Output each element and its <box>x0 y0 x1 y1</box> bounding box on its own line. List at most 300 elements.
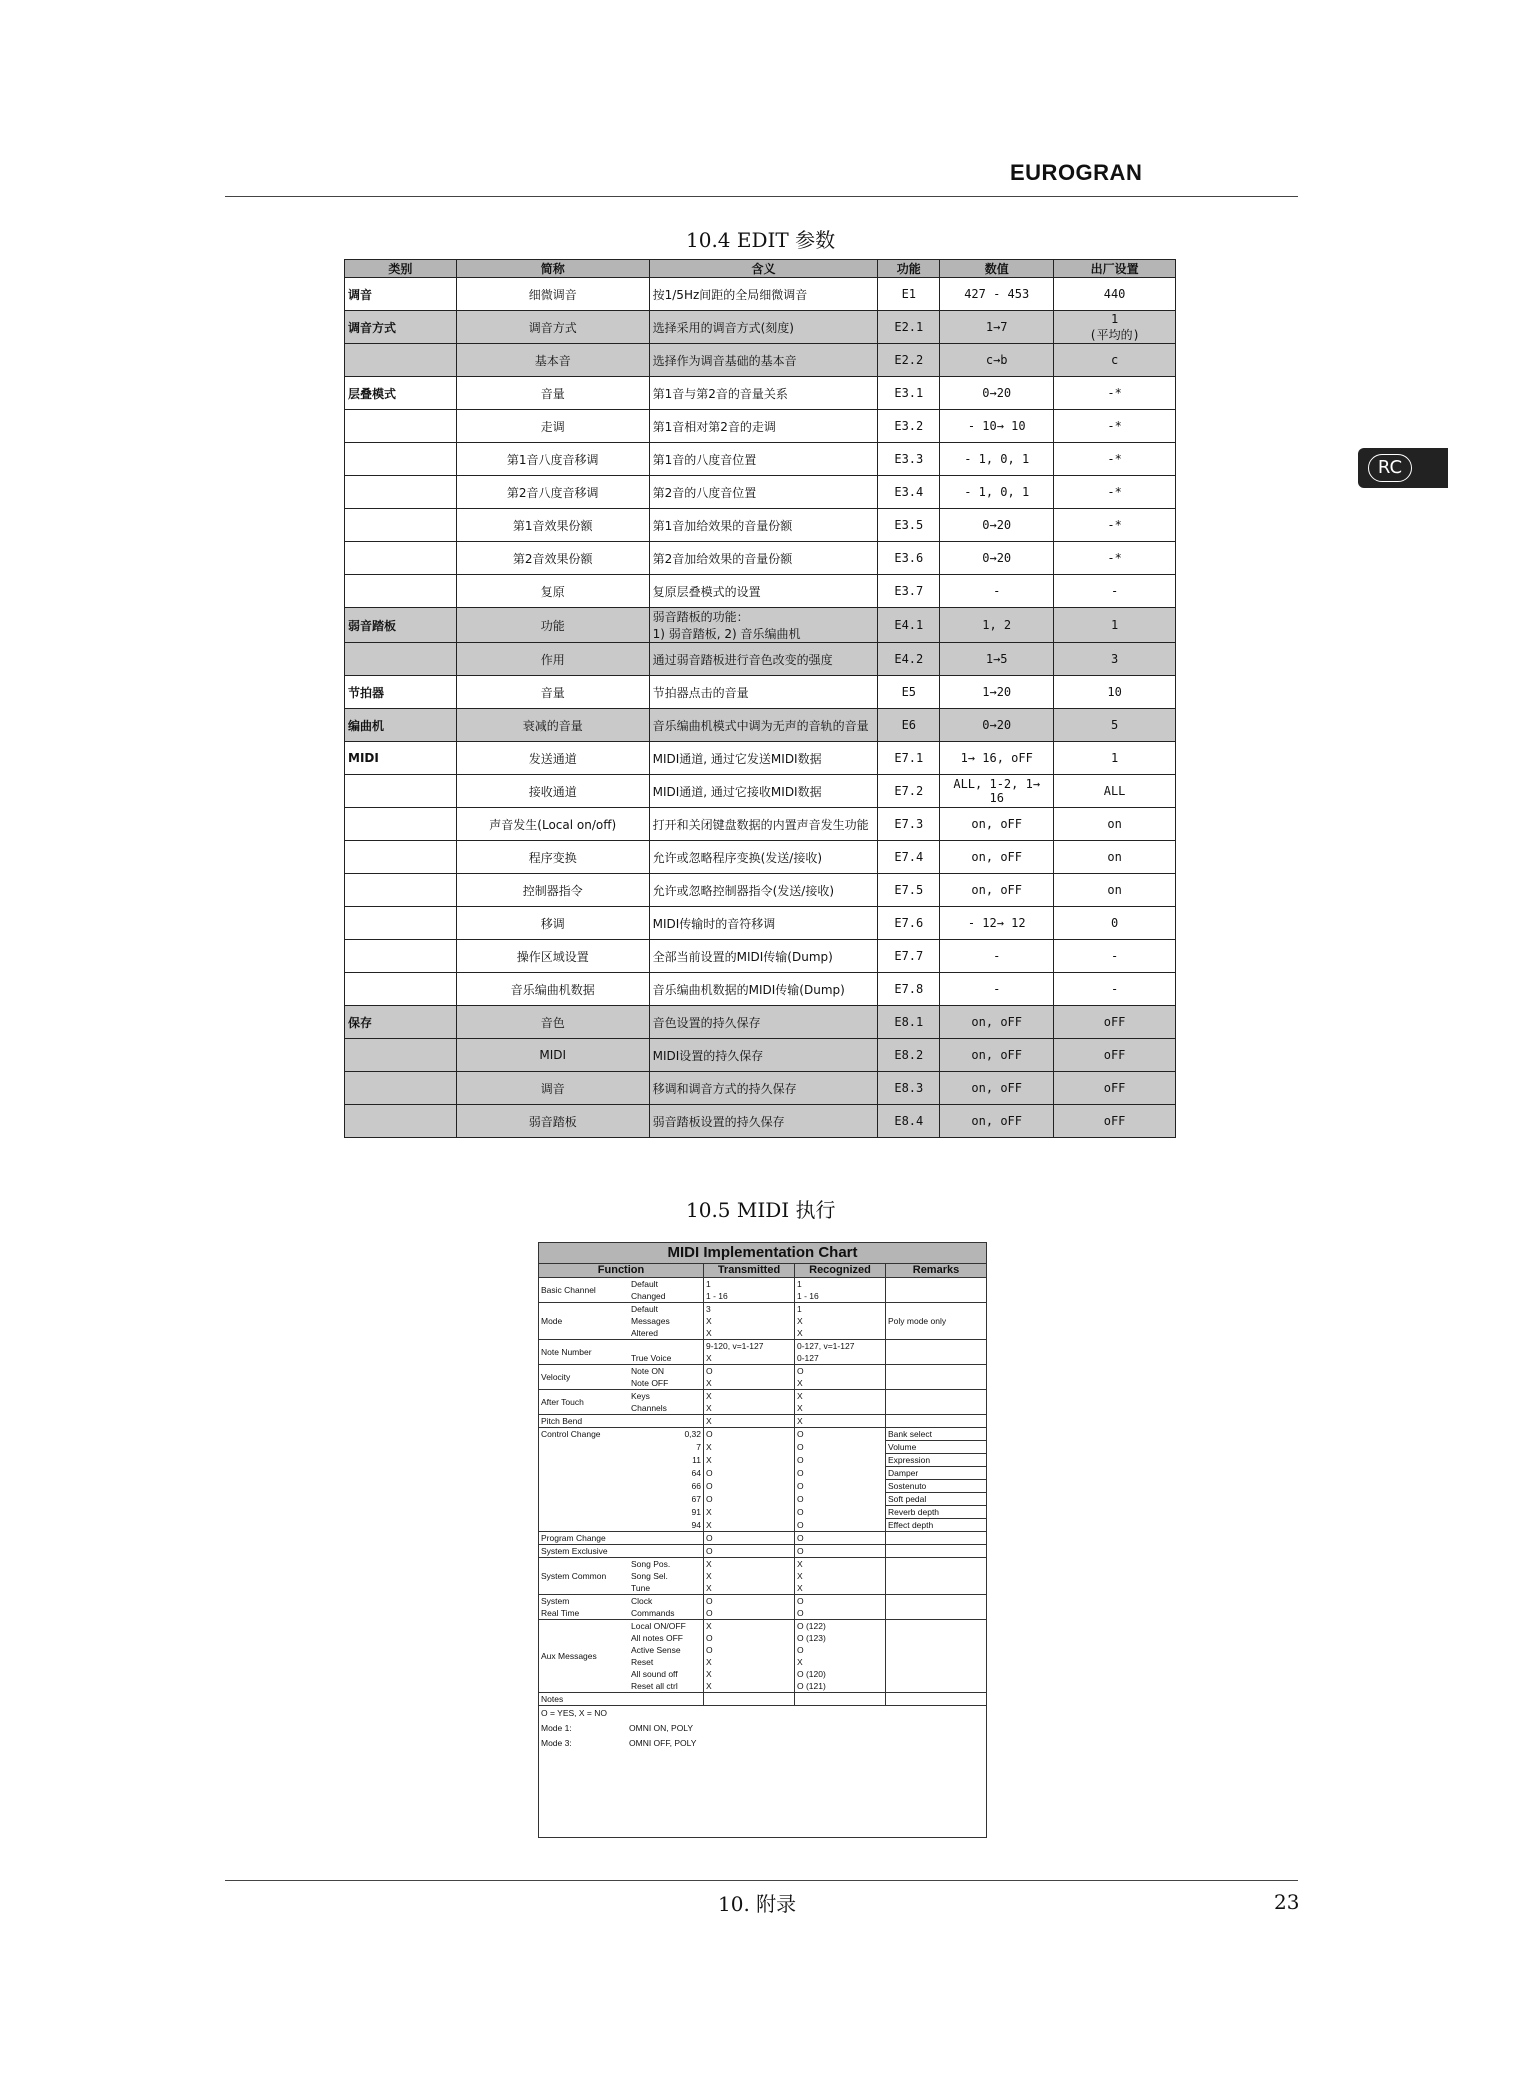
midi-recognized-cell: 1 <box>795 1278 886 1291</box>
midi-function-cell: Control Change <box>539 1428 629 1532</box>
midi-function-cell: Pitch Bend <box>539 1415 629 1428</box>
midi-transmitted-cell: X <box>704 1582 795 1595</box>
meaning-cell: 移调和调音方式的持久保存 <box>649 1072 878 1105</box>
table-row <box>345 476 1176 509</box>
midi-recognized-cell: O <box>795 1595 886 1608</box>
midi-remarks-cell <box>886 1656 987 1668</box>
function-cell: E3.4 <box>878 476 940 509</box>
function-cell: E1 <box>878 278 940 311</box>
value-cell: - 10→ 10 <box>940 410 1054 443</box>
midi-chart-title: MIDI Implementation Chart <box>539 1243 986 1264</box>
table-row <box>345 1006 1176 1039</box>
midi-recognized-cell: O <box>795 1506 886 1519</box>
header-value: 数值 <box>940 260 1054 278</box>
table-row <box>345 907 1176 940</box>
table-row <box>345 676 1176 709</box>
function-cell: E6 <box>878 709 940 742</box>
function-cell: E2.1 <box>878 311 940 344</box>
midi-function-cell: Mode <box>539 1303 629 1340</box>
midi-sub-cell: Commands <box>631 1608 675 1618</box>
table-row <box>345 874 1176 907</box>
meaning-cell: 复原层叠模式的设置 <box>649 575 878 608</box>
value-cell: 0→20 <box>940 377 1054 410</box>
value-cell: - <box>940 973 1054 1006</box>
midi-remarks-cell: Effect depth <box>886 1519 987 1532</box>
table-row <box>345 1105 1176 1138</box>
midi-function-cell: Basic Channel <box>539 1278 629 1303</box>
header-meaning: 含义 <box>649 260 878 278</box>
table-row <box>345 311 1176 344</box>
category-cell <box>345 808 457 841</box>
midi-function-cell: Note Number <box>539 1340 629 1365</box>
category-cell: 编曲机 <box>345 709 457 742</box>
midi-transmitted-cell <box>704 1693 795 1706</box>
meaning-cell: 第1音加给效果的音量份额 <box>649 509 878 542</box>
value-cell: - 1, 0, 1 <box>940 443 1054 476</box>
table-row <box>345 278 1176 311</box>
category-cell <box>345 1039 457 1072</box>
category-cell: MIDI <box>345 742 457 775</box>
category-cell: 弱音踏板 <box>345 608 457 643</box>
default-cell: - <box>1054 575 1176 608</box>
default-cell: - <box>1054 973 1176 1006</box>
midi-transmitted-cell: X <box>704 1377 795 1390</box>
category-cell <box>345 1105 457 1138</box>
table-row <box>345 973 1176 1006</box>
legend-line <box>539 1706 986 1721</box>
midi-sub-cell: Tune <box>631 1583 651 1593</box>
table-row <box>345 940 1176 973</box>
midi-transmitted-cell: O <box>704 1595 795 1608</box>
midi-remarks-cell <box>886 1545 987 1558</box>
meaning-cell: 第2音的八度音位置 <box>649 476 878 509</box>
midi-sub-cell: 0,32 <box>629 1428 704 1441</box>
midi-remarks-cell <box>886 1595 987 1608</box>
midi-remarks-cell <box>886 1532 987 1545</box>
default-cell: -* <box>1054 443 1176 476</box>
table-row <box>345 1072 1176 1105</box>
abbr-cell: 走调 <box>456 410 649 443</box>
category-cell <box>345 476 457 509</box>
midi-recognized-cell: 0-127 <box>795 1352 886 1365</box>
function-cell: E7.7 <box>878 940 940 973</box>
brand-logo: EUROGRAN <box>1010 160 1143 185</box>
midi-transmitted-cell: X <box>704 1415 795 1428</box>
table-row <box>345 775 1176 808</box>
midi-transmitted-cell: X <box>704 1327 795 1340</box>
midi-transmitted-cell: O <box>704 1428 795 1441</box>
midi-recognized-cell: O <box>795 1644 886 1656</box>
midi-row <box>539 1693 986 1706</box>
abbr-cell: 第1音效果份额 <box>456 509 649 542</box>
midi-recognized-cell: 0-127, v=1-127 <box>795 1340 886 1353</box>
function-cell: E8.1 <box>878 1006 940 1039</box>
midi-recognized-cell: O <box>795 1365 886 1378</box>
abbr-cell: 控制器指令 <box>456 874 649 907</box>
function-cell: E3.3 <box>878 443 940 476</box>
meaning-cell: 音乐编曲机数据的MIDI传输(Dump) <box>649 973 878 1006</box>
abbr-cell: 音量 <box>456 377 649 410</box>
default-cell: oFF <box>1054 1072 1176 1105</box>
midi-sub-cell: True Voice <box>631 1353 672 1363</box>
legend-key: O = YES, X = NO <box>541 1708 607 1718</box>
edit-section-title: 10.4 EDIT 参数 <box>686 228 836 252</box>
midi-recognized-cell: X <box>795 1402 886 1415</box>
function-cell: E2.2 <box>878 344 940 377</box>
meaning-cell: 选择作为调音基础的基本音 <box>649 344 878 377</box>
midi-transmitted-cell: X <box>704 1558 795 1571</box>
value-cell: on, oFF <box>940 808 1054 841</box>
midi-sub-cell: Active Sense <box>631 1645 681 1655</box>
midi-row <box>539 1595 986 1608</box>
midi-recognized-cell: X <box>795 1415 886 1428</box>
default-cell: ALL <box>1054 775 1176 808</box>
abbr-cell: 调音方式 <box>456 311 649 344</box>
rc-label: RC <box>1368 454 1412 482</box>
default-cell: oFF <box>1054 1006 1176 1039</box>
midi-sub-cell: Messages <box>631 1316 670 1326</box>
abbr-cell: MIDI <box>456 1039 649 1072</box>
midi-function-cell: Program Change <box>539 1532 629 1545</box>
function-cell: E8.4 <box>878 1105 940 1138</box>
midi-section-title: 10.5 MIDI 执行 <box>686 1198 836 1222</box>
midi-sub-cell: 67 <box>691 1493 701 1504</box>
meaning-cell: 全部当前设置的MIDI传输(Dump) <box>649 940 878 973</box>
abbr-cell: 弱音踏板 <box>456 1105 649 1138</box>
midi-sub-cell: Reset <box>631 1657 654 1667</box>
midi-row <box>539 1303 986 1316</box>
midi-transmitted-cell: O <box>704 1365 795 1378</box>
abbr-cell: 音乐编曲机数据 <box>456 973 649 1006</box>
function-cell: E4.2 <box>878 643 940 676</box>
default-cell: 0 <box>1054 907 1176 940</box>
table-row <box>345 808 1176 841</box>
midi-sub-cell <box>629 1340 704 1353</box>
legend-value: OMNI ON, POLY <box>629 1723 694 1733</box>
default-cell: 1 <box>1054 742 1176 775</box>
midi-remarks-cell <box>886 1303 987 1316</box>
midi-recognized-cell: X <box>795 1377 886 1390</box>
midi-sub-cell: Keys <box>629 1390 704 1403</box>
midi-sub-cell: 11 <box>692 1454 701 1465</box>
midi-remarks-cell <box>886 1290 987 1303</box>
abbr-cell: 功能 <box>456 608 649 643</box>
default-cell: -* <box>1054 410 1176 443</box>
category-cell <box>345 344 457 377</box>
midi-sub-cell: Channels <box>631 1403 667 1413</box>
abbr-cell: 复原 <box>456 575 649 608</box>
midi-transmitted-cell: X <box>704 1352 795 1365</box>
value-cell: - <box>940 575 1054 608</box>
table-row <box>345 742 1176 775</box>
midi-transmitted-cell: X <box>704 1315 795 1327</box>
function-cell: E3.2 <box>878 410 940 443</box>
midi-transmitted-cell: X <box>704 1441 795 1454</box>
abbr-cell: 音量 <box>456 676 649 709</box>
value-cell: on, oFF <box>940 1039 1054 1072</box>
value-cell: 427 - 453 <box>940 278 1054 311</box>
header-remarks: Remarks <box>886 1264 987 1278</box>
midi-sub-cell: 66 <box>691 1480 701 1491</box>
midi-sub-cell <box>629 1693 704 1706</box>
function-cell: E7.5 <box>878 874 940 907</box>
edit-table-header <box>345 260 1176 278</box>
abbr-cell: 第2音八度音移调 <box>456 476 649 509</box>
rc-language-tab <box>1358 448 1448 488</box>
midi-sub-cell: All sound off <box>631 1669 678 1679</box>
midi-recognized-cell: X <box>795 1570 886 1582</box>
meaning-cell: 音乐编曲机模式中调为无声的音轨的音量 <box>649 709 878 742</box>
midi-recognized-cell: X <box>795 1390 886 1403</box>
abbr-cell: 发送通道 <box>456 742 649 775</box>
function-cell: E7.1 <box>878 742 940 775</box>
midi-recognized-cell: X <box>795 1656 886 1668</box>
meaning-cell: 弱音踏板设置的持久保存 <box>649 1105 878 1138</box>
midi-sub-cell: Reset all ctrl <box>631 1681 678 1691</box>
header-rule <box>225 196 1298 197</box>
midi-remarks-cell: Expression <box>886 1454 987 1467</box>
abbr-cell: 调音 <box>456 1072 649 1105</box>
midi-implementation-chart <box>538 1242 987 1838</box>
midi-recognized-cell: X <box>795 1327 886 1340</box>
midi-recognized-cell: O <box>795 1428 886 1441</box>
midi-recognized-cell: O <box>795 1441 886 1454</box>
meaning-cell: 音色设置的持久保存 <box>649 1006 878 1039</box>
midi-remarks-cell <box>886 1415 987 1428</box>
meaning-cell: 第1音的八度音位置 <box>649 443 878 476</box>
midi-sub-cell: Song Sel. <box>631 1571 668 1581</box>
midi-sub-cell: All notes OFF <box>631 1633 683 1643</box>
midi-function-cell: System Exclusive <box>539 1545 629 1558</box>
midi-transmitted-cell: O <box>704 1493 795 1506</box>
meaning-cell: MIDI传输时的音符移调 <box>649 907 878 940</box>
meaning-cell: 第1音与第2音的音量关系 <box>649 377 878 410</box>
default-cell: on <box>1054 808 1176 841</box>
midi-recognized-cell: X <box>795 1582 886 1595</box>
midi-sub-cell: Altered <box>631 1328 658 1338</box>
header-transmitted: Transmitted <box>704 1264 795 1278</box>
default-cell: 5 <box>1054 709 1176 742</box>
table-row <box>345 377 1176 410</box>
category-cell <box>345 1072 457 1105</box>
default-cell: - <box>1054 940 1176 973</box>
midi-recognized-cell: O <box>795 1519 886 1532</box>
value-cell: 1→20 <box>940 676 1054 709</box>
midi-sub-cell <box>629 1545 704 1558</box>
value-cell: - 12→ 12 <box>940 907 1054 940</box>
value-cell: 1→5 <box>940 643 1054 676</box>
midi-transmitted-cell: X <box>704 1668 795 1680</box>
midi-row <box>539 1340 986 1353</box>
meaning-cell: 第1音相对第2音的走调 <box>649 410 878 443</box>
midi-sub-cell <box>629 1532 704 1545</box>
midi-transmitted-cell: X <box>704 1402 795 1415</box>
midi-row <box>539 1620 986 1633</box>
midi-remarks-cell: Poly mode only <box>886 1315 987 1327</box>
midi-transmitted-cell: O <box>704 1607 795 1620</box>
function-cell: E3.7 <box>878 575 940 608</box>
meaning-cell: 弱音踏板的功能： 1) 弱音踏板, 2) 音乐编曲机 <box>649 608 878 643</box>
midi-recognized-cell: O <box>795 1480 886 1493</box>
midi-row <box>539 1365 986 1378</box>
midi-recognized-cell <box>795 1693 886 1706</box>
function-cell: E7.3 <box>878 808 940 841</box>
meaning-cell: MIDI设置的持久保存 <box>649 1039 878 1072</box>
table-row <box>345 443 1176 476</box>
midi-remarks-cell <box>886 1570 987 1582</box>
default-cell: c <box>1054 344 1176 377</box>
midi-sub-cell <box>629 1415 704 1428</box>
category-cell: 调音方式 <box>345 311 457 344</box>
value-cell: on, oFF <box>940 841 1054 874</box>
midi-transmitted-cell: X <box>704 1620 795 1633</box>
category-cell <box>345 907 457 940</box>
midi-function-cell: After Touch <box>539 1390 629 1415</box>
function-cell: E7.4 <box>878 841 940 874</box>
default-cell: -* <box>1054 542 1176 575</box>
function-cell: E8.3 <box>878 1072 940 1105</box>
category-cell <box>345 575 457 608</box>
table-row <box>345 509 1176 542</box>
midi-remarks-cell <box>886 1607 987 1620</box>
default-cell: 440 <box>1054 278 1176 311</box>
midi-sub-cell: 7 <box>696 1441 701 1452</box>
category-cell <box>345 643 457 676</box>
midi-sub-cell: Clock <box>629 1595 704 1608</box>
category-cell <box>345 775 457 808</box>
header-function: Function <box>539 1264 704 1278</box>
midi-recognized-cell: O (120) <box>795 1668 886 1680</box>
midi-sub-cell: Note ON <box>629 1365 704 1378</box>
category-cell: 层叠模式 <box>345 377 457 410</box>
midi-transmitted-cell: X <box>704 1454 795 1467</box>
default-cell: on <box>1054 874 1176 907</box>
legend-line <box>539 1736 986 1751</box>
midi-remarks-cell <box>886 1582 987 1595</box>
default-cell: -* <box>1054 377 1176 410</box>
midi-transmitted-cell: X <box>704 1519 795 1532</box>
value-cell: 0→20 <box>940 542 1054 575</box>
abbr-cell: 音色 <box>456 1006 649 1039</box>
midi-transmitted-cell: O <box>704 1644 795 1656</box>
abbr-cell: 基本音 <box>456 344 649 377</box>
midi-recognized-cell: O (123) <box>795 1632 886 1644</box>
meaning-cell: MIDI通道, 通过它接收MIDI数据 <box>649 775 878 808</box>
legend-line <box>539 1721 986 1736</box>
footer-title: 10. 附录 <box>718 1892 797 1916</box>
midi-remarks-cell: Volume <box>886 1441 987 1454</box>
category-cell: 节拍器 <box>345 676 457 709</box>
value-cell: ALL, 1-2, 1→ 16 <box>940 775 1054 808</box>
meaning-cell: 打开和关闭键盘数据的内置声音发生功能 <box>649 808 878 841</box>
midi-transmitted-cell: O <box>704 1532 795 1545</box>
midi-remarks-cell: Reverb depth <box>886 1506 987 1519</box>
table-row <box>345 344 1176 377</box>
midi-sub-cell: 94 <box>691 1519 701 1530</box>
midi-remarks-cell <box>886 1327 987 1340</box>
abbr-cell: 声音发生(Local on/off) <box>456 808 649 841</box>
midi-transmitted-cell: O <box>704 1632 795 1644</box>
midi-row <box>539 1428 986 1441</box>
legend-key: Mode 3: <box>541 1738 572 1748</box>
midi-remarks-cell <box>886 1340 987 1353</box>
category-cell: 保存 <box>345 1006 457 1039</box>
midi-sub-cell: Default <box>629 1278 704 1291</box>
table-row <box>345 410 1176 443</box>
category-cell <box>345 443 457 476</box>
default-cell: -* <box>1054 476 1176 509</box>
header-recognized: Recognized <box>795 1264 886 1278</box>
midi-recognized-cell: O (122) <box>795 1620 886 1633</box>
abbr-cell: 第1音八度音移调 <box>456 443 649 476</box>
default-cell: 1 (平均的) <box>1054 311 1176 344</box>
midi-remarks-cell <box>886 1680 987 1693</box>
category-cell <box>345 841 457 874</box>
midi-recognized-cell: O <box>795 1545 886 1558</box>
header-category: 类别 <box>345 260 457 278</box>
midi-transmitted-cell: O <box>704 1467 795 1480</box>
table-row <box>345 542 1176 575</box>
midi-recognized-cell: 1 <box>795 1303 886 1316</box>
midi-remarks-cell <box>886 1278 987 1291</box>
midi-remarks-cell: Bank select <box>886 1428 987 1441</box>
abbr-cell: 细微调音 <box>456 278 649 311</box>
default-cell: oFF <box>1054 1105 1176 1138</box>
midi-legend <box>539 1705 986 1751</box>
function-cell: E7.8 <box>878 973 940 1006</box>
legend-value: OMNI OFF, POLY <box>629 1738 697 1748</box>
value-cell: 0→20 <box>940 709 1054 742</box>
meaning-cell: 允许或忽略控制器指令(发送/接收) <box>649 874 878 907</box>
midi-recognized-cell: O <box>795 1493 886 1506</box>
header-function: 功能 <box>878 260 940 278</box>
midi-recognized-cell: O <box>795 1532 886 1545</box>
abbr-cell: 程序变换 <box>456 841 649 874</box>
category-cell: 调音 <box>345 278 457 311</box>
abbr-cell: 移调 <box>456 907 649 940</box>
midi-transmitted-cell: X <box>704 1506 795 1519</box>
midi-remarks-cell <box>886 1365 987 1378</box>
value-cell: - <box>940 940 1054 973</box>
midi-remarks-cell <box>886 1632 987 1644</box>
midi-row <box>539 1278 986 1291</box>
midi-recognized-cell: X <box>795 1315 886 1327</box>
midi-function-cell: Notes <box>539 1693 629 1706</box>
midi-transmitted-cell: X <box>704 1390 795 1403</box>
midi-transmitted-cell: X <box>704 1656 795 1668</box>
midi-sub-cell: Note OFF <box>631 1378 669 1388</box>
midi-transmitted-cell: O <box>704 1545 795 1558</box>
value-cell: on, oFF <box>940 1006 1054 1039</box>
function-cell: E7.6 <box>878 907 940 940</box>
value-cell: 0→20 <box>940 509 1054 542</box>
midi-row <box>539 1415 986 1428</box>
midi-remarks-cell: Soft pedal <box>886 1493 987 1506</box>
midi-function-cell: Velocity <box>539 1365 629 1390</box>
table-row <box>345 841 1176 874</box>
midi-remarks-cell <box>886 1402 987 1415</box>
midi-recognized-cell: O <box>795 1607 886 1620</box>
table-row <box>345 608 1176 643</box>
default-cell: -* <box>1054 509 1176 542</box>
meaning-cell: 节拍器点击的音量 <box>649 676 878 709</box>
meaning-cell: MIDI通道, 通过它发送MIDI数据 <box>649 742 878 775</box>
midi-remarks-cell <box>886 1668 987 1680</box>
abbr-cell: 衰减的音量 <box>456 709 649 742</box>
category-cell <box>345 410 457 443</box>
function-cell: E4.1 <box>878 608 940 643</box>
midi-transmitted-cell: 1 <box>704 1278 795 1291</box>
